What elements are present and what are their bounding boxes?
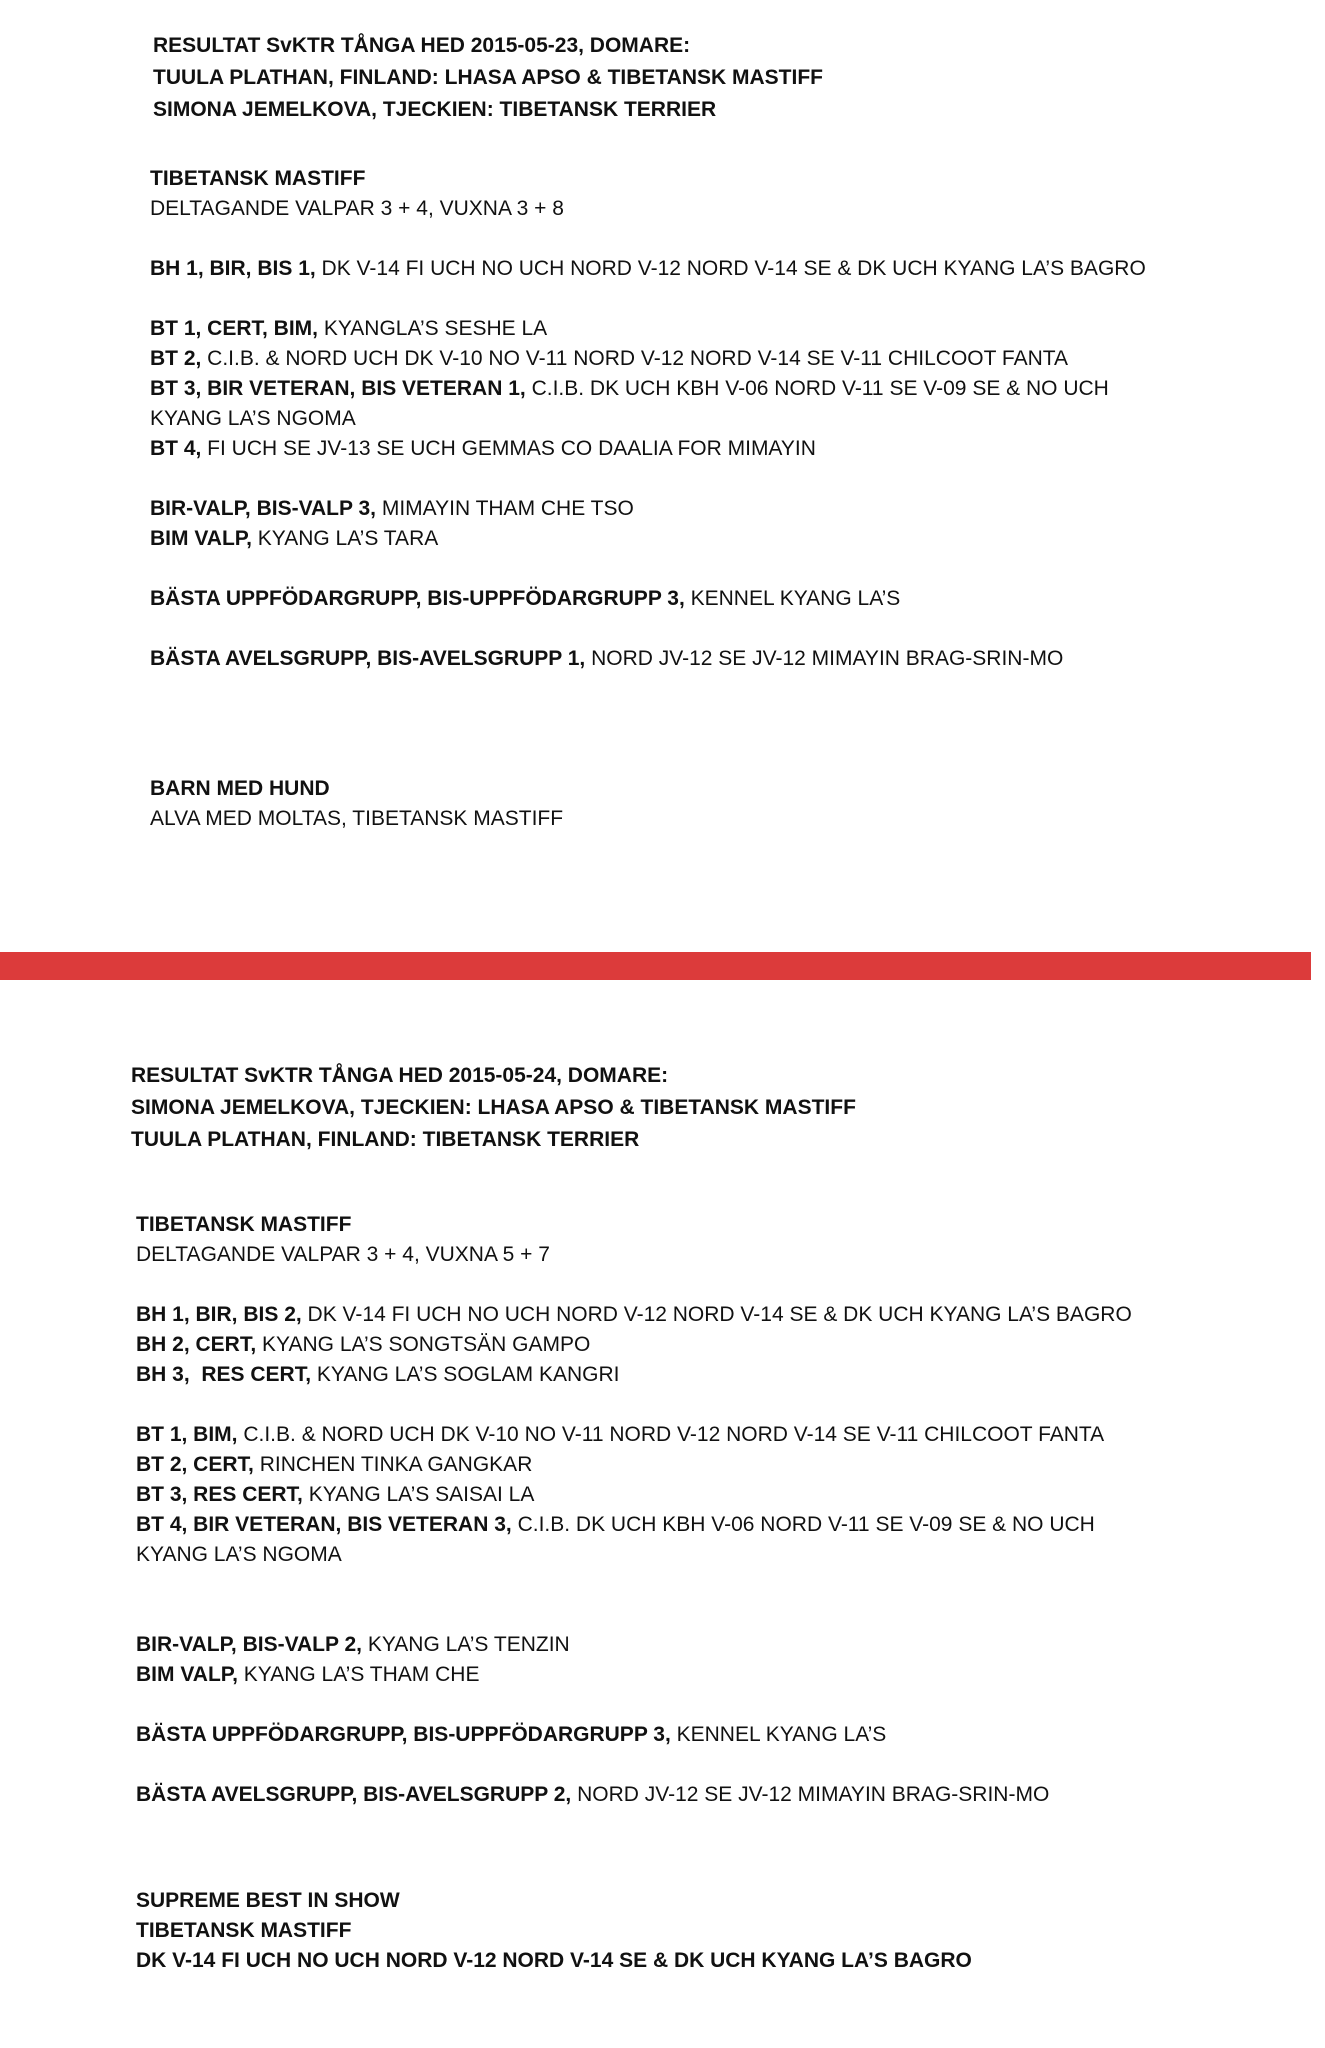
avelsgrupp-result [136,1780,1325,1810]
result-label: BH 1, BIR, BIS 2, [136,1303,302,1326]
result-label: BT 3, BIR VETERAN, BIS VETERAN 1, [150,377,526,400]
result-value: RINCHEN TINKA GANGKAR [253,1453,533,1476]
result-row [136,1360,1325,1390]
result-row [136,1720,1325,1750]
supreme-title: SUPREME BEST IN SHOW [136,1889,400,1912]
results-header-line: RESULTAT SvKTR TÅNGA HED 2015-05-24, DOMARE: [131,1064,669,1087]
supreme-best-in-show-block [136,1886,1325,1976]
result-row [136,1510,1166,1570]
result-value: C.I.B. DK UCH KBH V-06 NORD V-11 SE V-09 SE & NO UCH KYANG LA’S NGOMA [136,1513,1095,1566]
result-value: KENNEL KYANG LA’S [684,587,901,610]
bt-results [136,1420,1325,1570]
uppfodargrupp-result [136,1720,1325,1750]
result-row [136,1630,1325,1660]
result-label: BIM VALP, [136,1663,238,1686]
result-row [150,644,1325,674]
result-value: C.I.B. DK UCH KBH V-06 NORD V-11 SE V-09 SE & NO UCH KYANG LA’S NGOMA [150,377,1109,430]
results-header-line: RESULTAT SvKTR TÅNGA HED 2015-05-23, DOMARE: [153,34,691,57]
result-row [136,1780,1325,1810]
result-label: BIR-VALP, BIS-VALP 3, [150,497,376,520]
participants-text: DELTAGANDE VALPAR 3 + 4, VUXNA 3 + 8 [150,197,564,220]
result-row [136,1300,1325,1330]
result-label: BH 3, RES CERT, [136,1363,312,1386]
result-label: BIR-VALP, BIS-VALP 2, [136,1633,362,1656]
results-header-line: SIMONA JEMELKOVA, TJECKIEN: TIBETANSK TERRIER [153,98,717,121]
uppfodargrupp-result [150,584,1325,614]
result-label: BT 1, CERT, BIM, [150,317,319,340]
result-label: BH 1, BIR, BIS 1, [150,257,316,280]
result-row [150,254,1325,284]
result-label: BT 4, [150,437,202,460]
result-row [150,344,1325,374]
result-label: BIM VALP, [150,527,252,550]
avelsgrupp-result [150,644,1325,674]
result-value: C.I.B. & NORD UCH DK V-10 NO V-11 NORD V-12 NORD V-14 SE V-11 CHILCOOT FANTA [201,347,1069,370]
result-row [150,494,1325,524]
result-row [136,1660,1325,1690]
result-label: BÄSTA UPPFÖDARGRUPP, BIS-UPPFÖDARGRUPP 3, [136,1723,671,1746]
result-value: KENNEL KYANG LA’S [670,1723,887,1746]
breed-title: TIBETANSK MASTIFF [150,167,366,190]
valp-results [150,494,1325,554]
result-value: KYANGLA’S SESHE LA [318,317,548,340]
result-label: BT 3, RES CERT, [136,1483,303,1506]
result-value: C.I.B. & NORD UCH DK V-10 NO V-11 NORD V-12 NORD V-14 SE V-11 CHILCOOT FANTA [237,1423,1105,1446]
result-label: BT 2, [150,347,202,370]
barn-med-hund-block [150,774,1325,834]
barn-title: BARN MED HUND [150,777,330,800]
results-header-line: SIMONA JEMELKOVA, TJECKIEN: LHASA APSO & TIBETANSK MASTIFF [131,1096,856,1119]
result-label: BT 1, BIM, [136,1423,238,1446]
result-value: KYANG LA’S TARA [251,527,439,550]
result-value: MIMAYIN THAM CHE TSO [376,497,634,520]
valp-results [136,1630,1325,1690]
result-value: KYANG LA’S SONGTSÄN GAMPO [256,1333,591,1356]
breed-title: TIBETANSK MASTIFF [136,1213,352,1236]
result-value: FI UCH SE JV-13 SE UCH GEMMAS CO DAALIA FOR MIMAYIN [201,437,816,460]
results-2015-05-24 [0,1060,1325,1976]
result-value: DK V-14 FI UCH NO UCH NORD V-12 NORD V-14 SE & DK UCH KYANG LA’S BAGRO [301,1303,1132,1326]
result-label: BÄSTA UPPFÖDARGRUPP, BIS-UPPFÖDARGRUPP 3, [150,587,685,610]
result-row [150,374,1180,434]
barn-value: ALVA MED MOLTAS, TIBETANSK MASTIFF [150,807,564,830]
bh-results [136,1300,1325,1390]
result-value: NORD JV-12 SE JV-12 MIMAYIN BRAG-SRIN-MO [571,1783,1050,1806]
bt-results [150,314,1325,464]
result-row [136,1420,1325,1450]
result-row [136,1480,1325,1510]
result-value: KYANG LA’S SOGLAM KANGRI [311,1363,620,1386]
results-header-line: TUULA PLATHAN, FINLAND: LHASA APSO & TIBETANSK MASTIFF [153,66,824,89]
result-row [150,584,1325,614]
breed-block [136,1210,1325,1270]
supreme-dog: DK V-14 FI UCH NO UCH NORD V-12 NORD V-14 SE & DK UCH KYANG LA’S BAGRO [136,1949,972,1972]
result-value: DK V-14 FI UCH NO UCH NORD V-12 NORD V-14 SE & DK UCH KYANG LA’S BAGRO [315,257,1146,280]
result-row [150,314,1325,344]
result-label: BH 2, CERT, [136,1333,257,1356]
result-value: KYANG LA’S TENZIN [362,1633,570,1656]
participants-text: DELTAGANDE VALPAR 3 + 4, VUXNA 5 + 7 [136,1243,550,1266]
result-row [136,1330,1325,1360]
results-2015-05-23 [0,30,1325,834]
result-label: BÄSTA AVELSGRUPP, BIS-AVELSGRUPP 2, [136,1783,572,1806]
result-label: BT 4, BIR VETERAN, BIS VETERAN 3, [136,1513,512,1536]
result-value: KYANG LA’S THAM CHE [237,1663,480,1686]
result-row [150,524,1325,554]
supreme-breed: TIBETANSK MASTIFF [136,1919,352,1942]
breed-block [150,164,1325,224]
result-value: NORD JV-12 SE JV-12 MIMAYIN BRAG-SRIN-MO [585,647,1064,670]
result-value: KYANG LA’S SAISAI LA [302,1483,535,1506]
result-label: BT 2, CERT, [136,1453,254,1476]
result-row [136,1450,1325,1480]
result-row [150,434,1325,464]
result-label: BÄSTA AVELSGRUPP, BIS-AVELSGRUPP 1, [150,647,586,670]
results-header-line: TUULA PLATHAN, FINLAND: TIBETANSK TERRIER [131,1128,640,1151]
bh-results [150,254,1325,284]
section-divider [0,952,1311,980]
